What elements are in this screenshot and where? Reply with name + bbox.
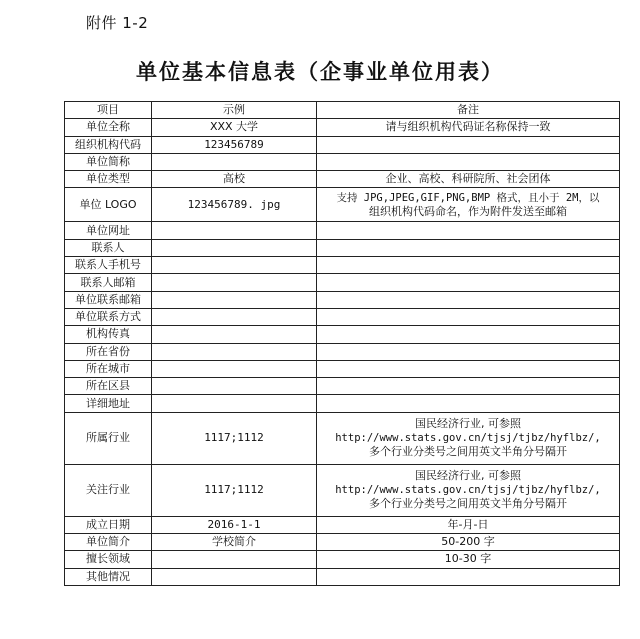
note-line: 年-月-日 — [447, 517, 489, 531]
row-label: 所在城市 — [65, 360, 152, 377]
row-example: XXX 大学 — [152, 119, 317, 136]
row-example: 123456789 — [152, 136, 317, 153]
row-example: 123456789. jpg — [152, 188, 317, 222]
table-row — [65, 222, 620, 239]
row-label: 单位网址 — [65, 222, 152, 239]
table-row — [65, 551, 620, 568]
row-label: 联系人邮箱 — [65, 274, 152, 291]
row-note — [317, 153, 620, 170]
row-example — [152, 239, 317, 256]
table-row — [65, 308, 620, 325]
row-label: 单位简介 — [65, 534, 152, 551]
row-label: 联系人手机号 — [65, 257, 152, 274]
table-row — [65, 343, 620, 360]
row-label: 单位类型 — [65, 171, 152, 188]
table-row — [65, 274, 620, 291]
row-label: 其他情况 — [65, 568, 152, 585]
row-example: 1117;1112 — [152, 464, 317, 516]
row-example — [152, 343, 317, 360]
row-label: 单位联系方式 — [65, 308, 152, 325]
row-label: 详细地址 — [65, 395, 152, 412]
table-row — [65, 516, 620, 533]
header-item: 项目 — [65, 102, 152, 119]
row-example: 学校简介 — [152, 534, 317, 551]
row-label: 擅长领域 — [65, 551, 152, 568]
row-note — [317, 395, 620, 412]
row-note — [317, 119, 620, 136]
row-example: 2016-1-1 — [152, 516, 317, 533]
row-note — [317, 308, 620, 325]
row-label: 关注行业 — [65, 464, 152, 516]
table-row — [65, 464, 620, 516]
table-row — [65, 239, 620, 256]
row-label: 单位联系邮箱 — [65, 291, 152, 308]
row-note — [317, 551, 620, 568]
table-row — [65, 188, 620, 222]
row-label: 所在区县 — [65, 378, 152, 395]
note-line: 请与组织机构代码证名称保持一致 — [385, 120, 551, 134]
row-label: 单位简称 — [65, 153, 152, 170]
row-example — [152, 291, 317, 308]
row-label: 联系人 — [65, 239, 152, 256]
row-example: 1117;1112 — [152, 412, 317, 464]
table-row — [65, 136, 620, 153]
row-note — [317, 136, 620, 153]
row-note — [317, 222, 620, 239]
table-row — [65, 378, 620, 395]
row-note — [317, 326, 620, 343]
row-example — [152, 551, 317, 568]
row-example — [152, 360, 317, 377]
row-example — [152, 568, 317, 585]
row-note — [317, 257, 620, 274]
table-row — [65, 568, 620, 585]
row-note — [317, 516, 620, 533]
note-line: http://www.stats.gov.cn/tjsj/tjbz/hyflbz/, — [335, 484, 601, 497]
note-line: 多个行业分类号之间用英文半角分号隔开 — [369, 497, 567, 511]
row-label: 单位 LOGO — [65, 188, 152, 222]
row-example — [152, 153, 317, 170]
row-example — [152, 274, 317, 291]
row-note — [317, 568, 620, 585]
row-note — [317, 464, 620, 516]
row-note — [317, 171, 620, 188]
row-example: 高校 — [152, 171, 317, 188]
row-note — [317, 239, 620, 256]
row-example — [152, 378, 317, 395]
note-line: 多个行业分类号之间用英文半角分号隔开 — [369, 445, 567, 459]
table-row — [65, 395, 620, 412]
row-note — [317, 274, 620, 291]
table-row — [65, 119, 620, 136]
table-row — [65, 153, 620, 170]
note-line: 国民经济行业, 可参照 — [415, 417, 521, 431]
row-label: 成立日期 — [65, 516, 152, 533]
table-row — [65, 326, 620, 343]
row-note — [317, 343, 620, 360]
row-example — [152, 308, 317, 325]
note-line: http://www.stats.gov.cn/tjsj/tjbz/hyflbz/, — [335, 432, 601, 445]
row-label: 机构传真 — [65, 326, 152, 343]
row-note — [317, 378, 620, 395]
row-note — [317, 188, 620, 222]
row-label: 所属行业 — [65, 412, 152, 464]
table-row — [65, 257, 620, 274]
note-line: 国民经济行业, 可参照 — [415, 469, 521, 483]
row-example — [152, 326, 317, 343]
row-label: 组织机构代码 — [65, 136, 152, 153]
note-line: 10-30 字 — [444, 552, 492, 566]
note-line: 组织机构代码命名，作为附件发送至邮箱 — [369, 204, 567, 218]
row-example — [152, 222, 317, 239]
row-note — [317, 360, 620, 377]
note-line: 支持 JPG,JPEG,GIF,PNG,BMP 格式，且小于 2M，以 — [336, 191, 600, 204]
table-row — [65, 171, 620, 188]
document-title: 单位基本信息表（企事业单位用表） — [136, 60, 504, 84]
table-row — [65, 360, 620, 377]
row-note — [317, 412, 620, 464]
table-row — [65, 291, 620, 308]
row-example — [152, 395, 317, 412]
row-note — [317, 291, 620, 308]
note-line: 50-200 字 — [441, 535, 495, 549]
header-note: 备注 — [317, 102, 620, 119]
table-row — [65, 534, 620, 551]
info-table — [64, 101, 620, 586]
row-note — [317, 534, 620, 551]
note-line: 企业、高校、科研院所、社会团体 — [385, 172, 551, 186]
row-example — [152, 257, 317, 274]
row-label: 所在省份 — [65, 343, 152, 360]
attachment-number: 附件 1-2 — [86, 14, 149, 32]
table-header-row — [65, 102, 620, 119]
row-label: 单位全称 — [65, 119, 152, 136]
header-example: 示例 — [152, 102, 317, 119]
table-row — [65, 412, 620, 464]
